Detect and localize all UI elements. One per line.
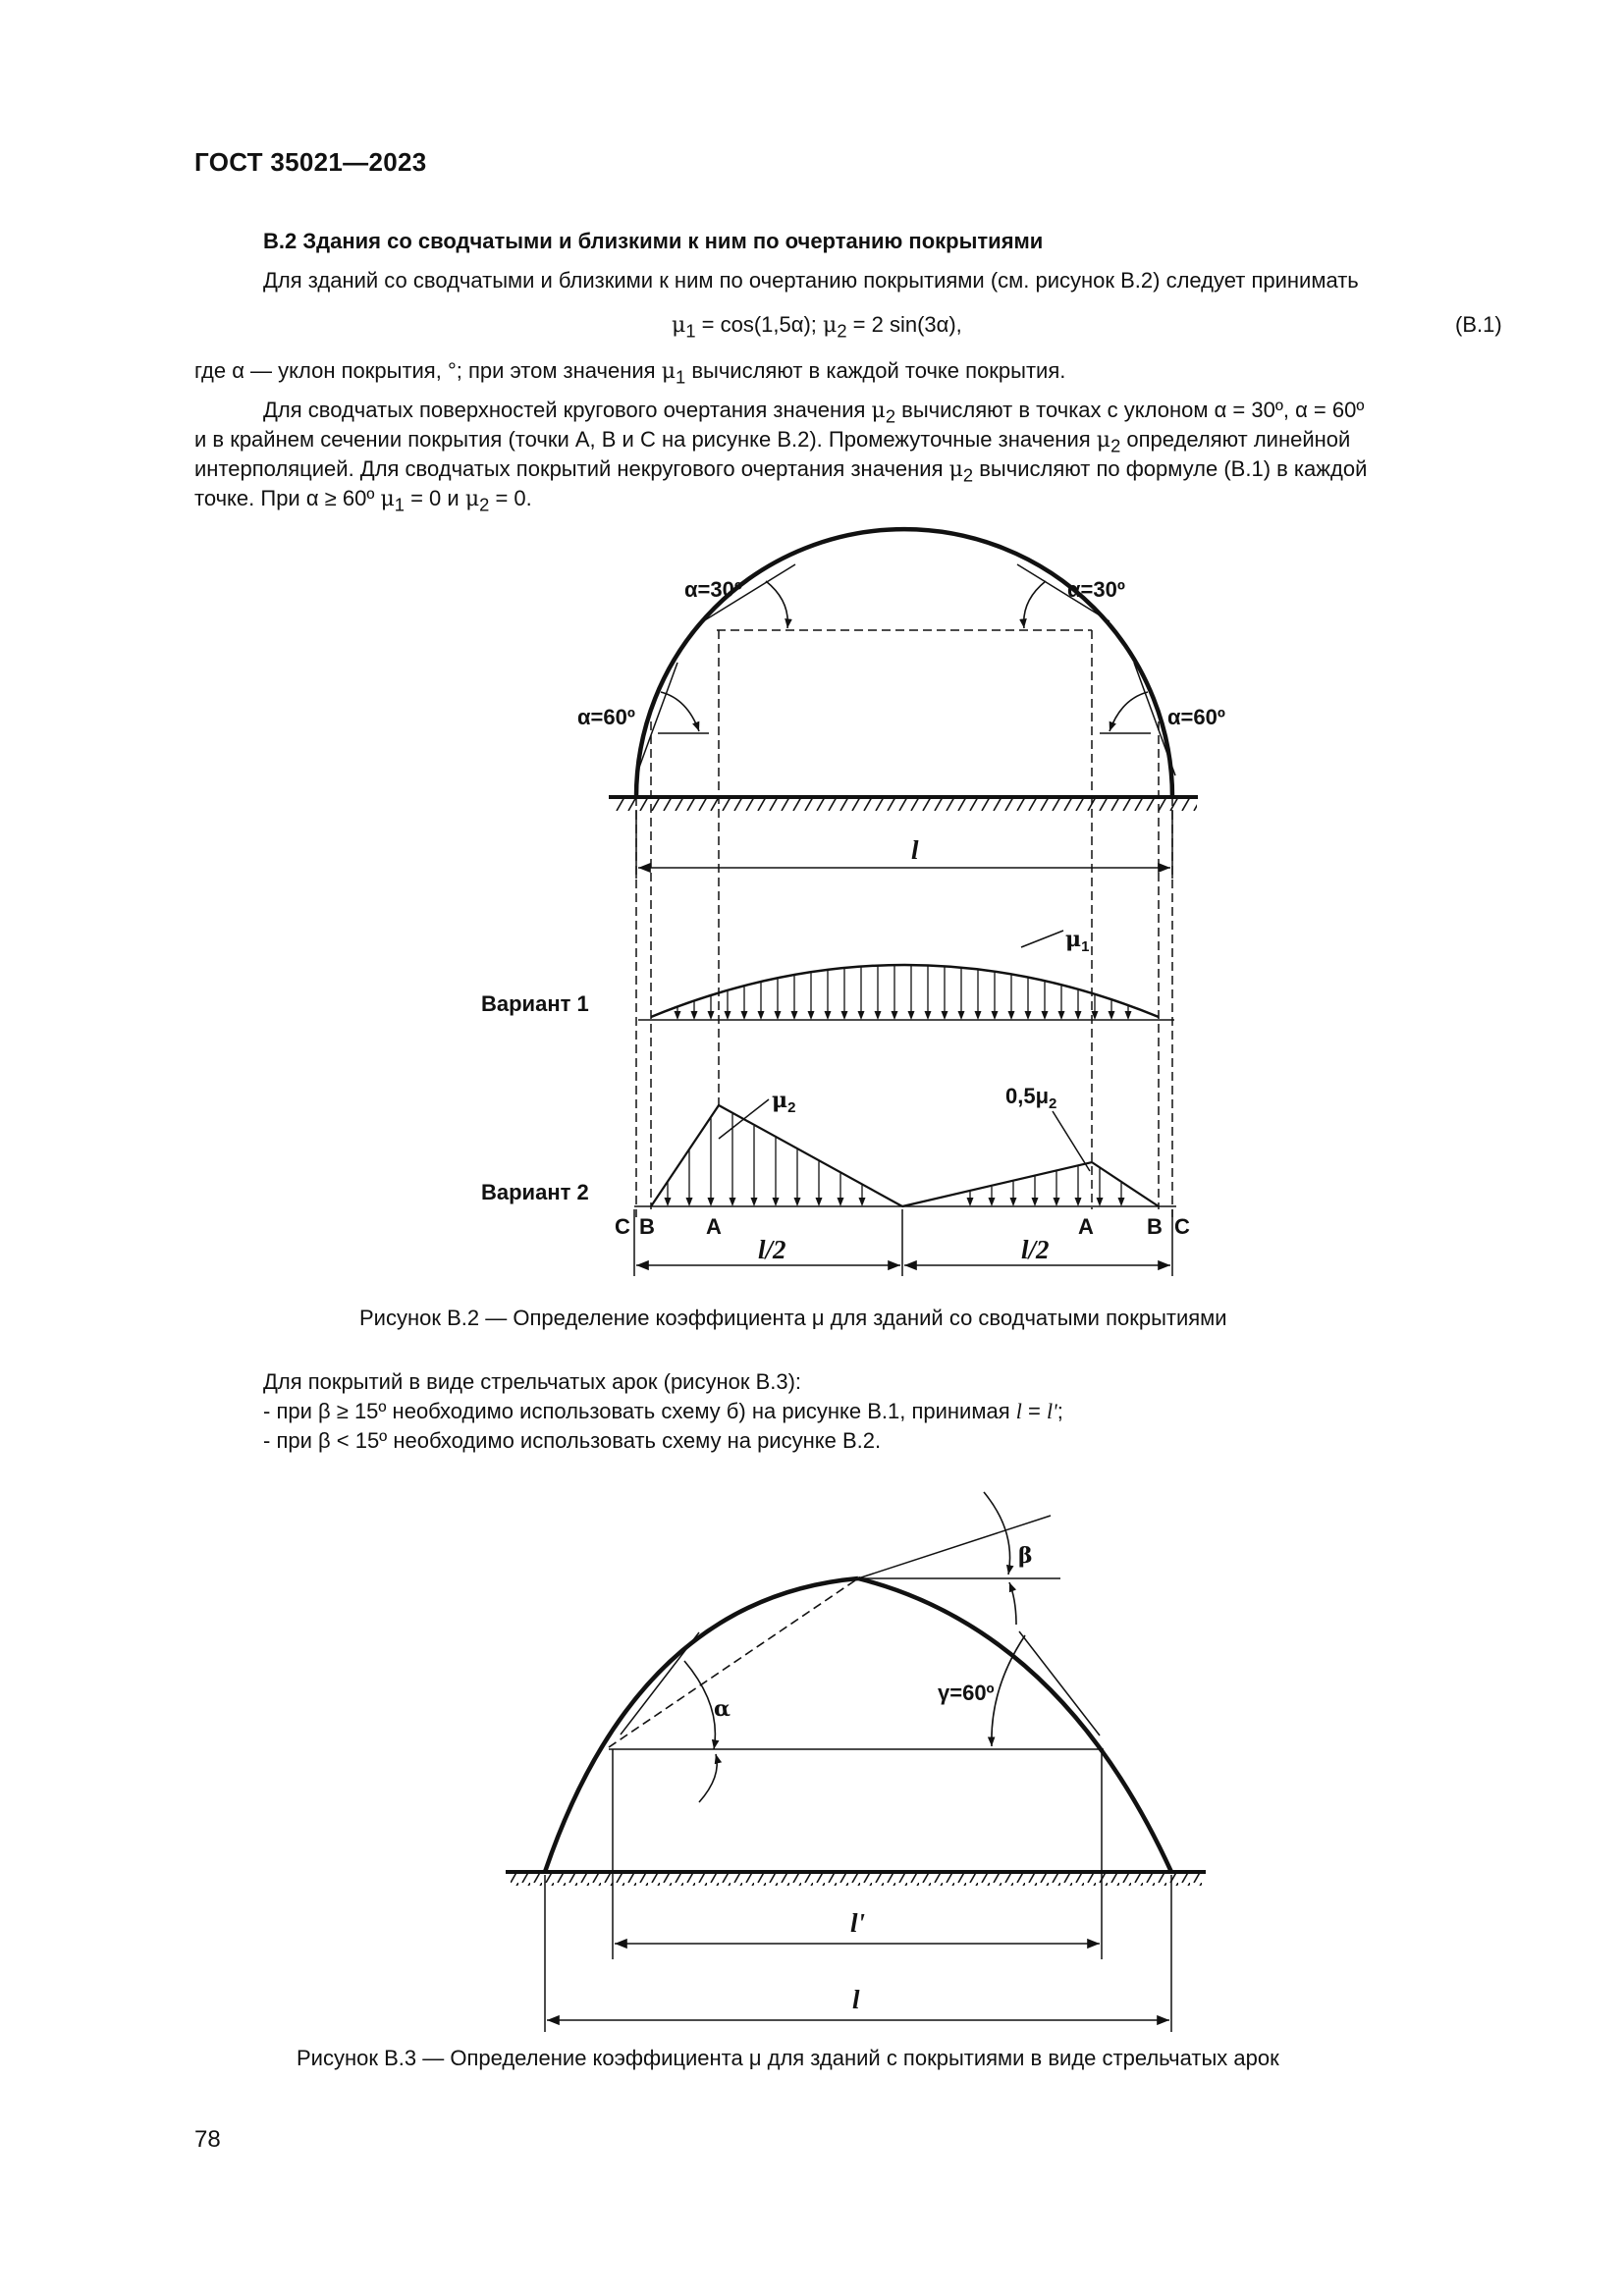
label-beta: β [1018,1543,1033,1569]
load-arrowhead [975,1011,982,1020]
load-arrowhead [942,1011,948,1020]
label-half-mu2 [1005,1084,1056,1112]
pointed-arch-left [545,1578,858,1872]
figure-b3-caption: Рисунок B.3 — Определение коэффициента μ для зданий с покрытиями в виде стрельчатых арок [297,2046,1279,2070]
load-arrowhead [751,1198,758,1206]
load-arrowhead [665,1198,672,1206]
load-arrowhead [825,1011,832,1020]
text-run: вычисляют в точках с уклоном α = 30º, α = 60º [895,398,1365,422]
load-arrowhead [691,1011,698,1020]
text-run: вычисляют в каждой точке покрытия. [685,358,1066,383]
label-point-b-right: B [1147,1214,1163,1239]
angle-arc [766,581,787,628]
mu-symbol: μ [871,399,886,423]
label-alpha: α [714,1696,731,1722]
load-arrowhead [838,1198,844,1206]
subscript: 2 [1110,435,1121,456]
text-run: Для сводчатых поверхностей кругового очертания значения [263,398,872,422]
subscript: 2 [479,494,490,515]
span-symbol: l [1015,1399,1022,1423]
load-arrowhead [1008,1011,1015,1020]
formula-part: = cos(1,5α); [695,312,824,337]
load-arrowhead [730,1198,736,1206]
mu-symbol: μ [772,1088,788,1113]
document-header: ГОСТ 35021—2023 [194,147,427,177]
mu1-load-arrows [675,966,1132,1020]
paragraph-pointed-arches: Для покрытий в виде стрельчатых арок (рисунок B.3): [263,1369,802,1394]
label-span-l: l [911,835,919,865]
label-point-c-left: C [615,1214,630,1239]
load-arrowhead [675,1011,681,1020]
subscript: 1 [676,366,686,388]
paragraph-intro: Для зданий со сводчатыми и близкими к ним по очертанию покрытиями (см. рисунок B.2) следует принимать [263,268,1359,293]
load-arrowhead [1109,1011,1115,1020]
load-arrowhead [1010,1198,1017,1206]
leader-line [1053,1111,1090,1171]
tangent-line [636,663,677,775]
load-arrowhead [989,1198,996,1206]
load-arrowhead [758,1011,765,1020]
formula-part: = 2 sin(3α), [846,312,962,337]
figure-b2-caption: Рисунок B.2 — Определение коэффициента μ для зданий со сводчатыми покрытиями [359,1306,1227,1330]
mu-symbol: μ [948,457,963,482]
subscript: 1 [394,494,405,515]
label-alpha30-left: α=30º [684,577,742,602]
text-run: вычисляют по формуле (B.1) в каждой [973,456,1368,481]
mu-symbol: μ [380,487,395,511]
load-arrowhead [859,1198,866,1206]
load-arrowhead [1075,1198,1082,1206]
half-mu-text: 0,5μ [1005,1084,1050,1108]
label-point-c-right: C [1174,1214,1190,1239]
load-arrowhead [908,1011,915,1020]
beta-angle-arc [1009,1582,1016,1625]
load-arrowhead [1025,1011,1032,1020]
load-arrowhead [925,1011,932,1020]
load-arrowhead [875,1011,882,1020]
span-prime-symbol: l' [1046,1399,1057,1423]
subscript: 2 [1049,1095,1057,1112]
label-mu1 [1065,927,1089,955]
ground-hatch [511,1872,1204,1886]
mu-symbol: μ [1065,927,1082,952]
load-arrowhead [816,1198,823,1206]
ground-hatch [614,797,1197,811]
label-point-a-left: A [706,1214,722,1239]
load-arrowhead [892,1011,898,1020]
load-arrowhead [686,1198,693,1206]
mu-symbol: μ [1096,428,1111,453]
load-arrowhead [1075,1011,1082,1020]
load-arrowhead [992,1011,999,1020]
load-arrowhead [725,1011,731,1020]
mu-symbol: μ [661,359,677,384]
subscript: 2 [837,320,847,342]
label-alpha60-left: α=60º [577,705,635,729]
load-arrowhead [808,1011,815,1020]
tangent-line [1019,1631,1100,1735]
load-arrowhead [775,1011,782,1020]
load-arrowhead [967,1198,974,1206]
angle-arc [1024,581,1046,628]
load-arrowhead [1125,1011,1132,1020]
subscript: 2 [962,464,974,486]
text-run: - при β ≥ 15º необходимо использовать схему б) на рисунке B.1, принимая [263,1399,1016,1423]
load-arrowhead [1058,1011,1065,1020]
label-point-a-right: A [1078,1214,1094,1239]
subscript: 2 [885,405,896,427]
load-arrowhead [1042,1011,1049,1020]
angle-arc [661,692,699,731]
label-alpha30-right: α=30º [1067,577,1125,602]
load-arrowhead [794,1198,801,1206]
load-arrowhead [773,1198,780,1206]
angle-arc [1110,692,1148,731]
mu-symbol: μ [464,487,480,511]
section-title: B.2 Здания со сводчатыми и близкими к ним по очертанию покрытиями [263,229,1044,253]
load-arrowhead [708,1198,715,1206]
load-arrowhead [1032,1198,1039,1206]
label-mu2 [772,1088,795,1116]
text-run: интерполяцией. Для сводчатых покрытий некругового очертания значения [194,456,949,481]
subscript: 1 [1081,938,1090,955]
label-point-b-left: B [639,1214,655,1239]
label-span: l [852,1985,860,2014]
load-arrowhead [858,1011,865,1020]
label-half-span-left: l/2 [758,1235,786,1264]
chord-dashed-line [609,1578,858,1747]
load-arrowhead [708,1011,715,1020]
text-run: точке. При α ≥ 60º [194,486,381,510]
text-run: где α — уклон покрытия, °; при этом значения [194,358,662,383]
page-number: 78 [194,2126,221,2153]
label-alpha60-right: α=60º [1167,705,1225,729]
load-arrowhead [958,1011,965,1020]
alpha-angle-arc [684,1661,715,1749]
text-run: ; [1056,1399,1063,1423]
load-arrowhead [1054,1198,1060,1206]
formula-number: (B.1) [1455,312,1502,337]
leader-line [719,1099,769,1139]
leader-line [1021,931,1063,947]
label-variant2: Вариант 2 [481,1180,589,1204]
text-run: определяют линейной [1120,427,1351,452]
subscript: 2 [787,1099,796,1116]
pointed-arch-right [858,1578,1171,1872]
list-item-beta-lt-15: - при β < 15º необходимо использовать схему на рисунке B.2. [263,1428,882,1453]
load-arrowhead [1118,1198,1125,1206]
list-item-beta-ge-15 [263,1398,1063,1425]
text-run: = 0. [489,486,532,510]
load-arrowhead [791,1011,798,1020]
label-variant1: Вариант 1 [481,991,589,1016]
label-gamma: γ=60º [938,1681,995,1705]
subscript: 1 [685,320,696,342]
text-run: = [1021,1399,1047,1423]
alpha-angle-arc [699,1754,717,1802]
text-run: и в крайнем сечении покрытия (точки А, В и С на рисунке B.2). Промежуточные значения [194,427,1097,452]
load-arrowhead [741,1011,748,1020]
label-half-span-right: l/2 [1021,1235,1050,1264]
projection-lines [636,630,1172,1217]
mu-symbol: μ [823,313,838,338]
mu-symbol: μ [672,313,686,338]
label-span-prime: l' [850,1908,866,1938]
load-arrowhead [1097,1198,1104,1206]
tangent-line [621,1632,699,1735]
load-arrowhead [841,1011,848,1020]
text-run: = 0 и [404,486,465,510]
